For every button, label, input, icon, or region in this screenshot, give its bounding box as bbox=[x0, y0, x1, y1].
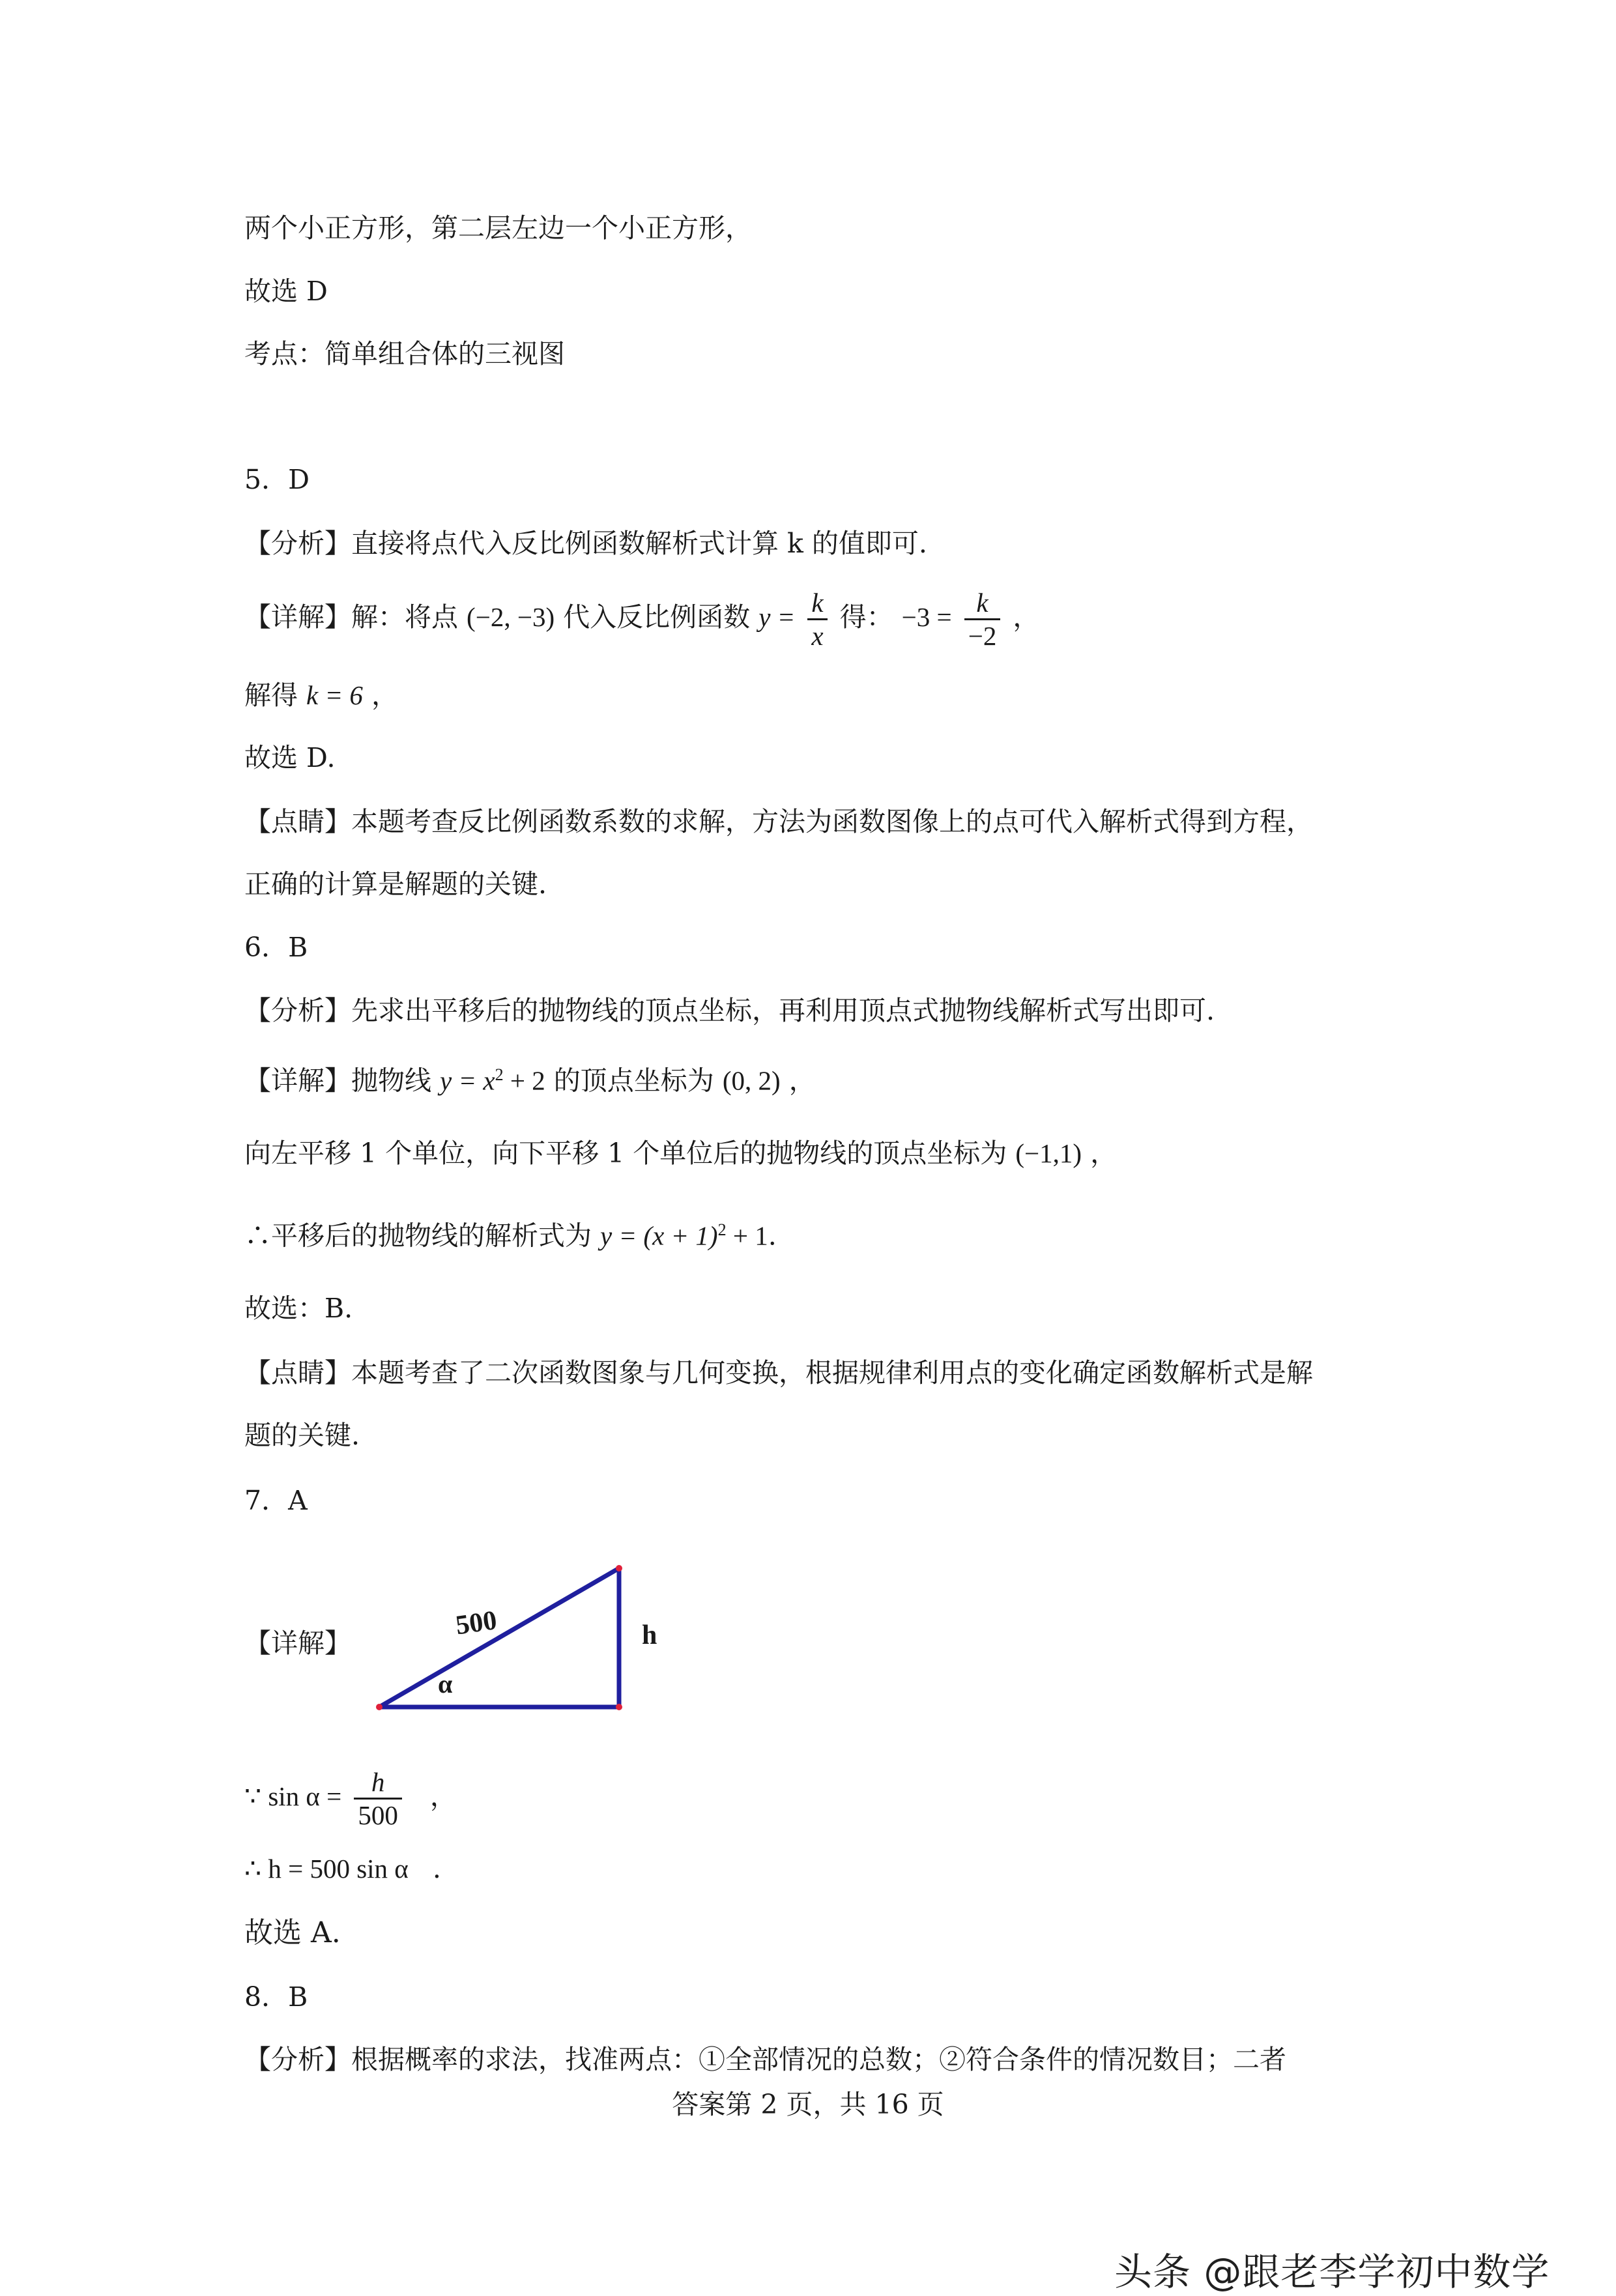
therefore-line bbox=[244, 1849, 441, 1888]
exponent: 2 bbox=[495, 1065, 504, 1084]
comment-line: 正确的计算是解题的关键. bbox=[244, 868, 547, 900]
equation-text: k = 6 bbox=[306, 680, 363, 710]
equation-text: ∴ h = 500 sin α bbox=[244, 1854, 409, 1884]
equation-text: y = x bbox=[440, 1065, 495, 1096]
detail-text: 【详解】解：将点 bbox=[244, 601, 458, 633]
comment-line: 【点睛】本题考查了二次函数图象与几何变换，根据规律利用点的变化确定函数解析式是解 bbox=[244, 1357, 1313, 1388]
exponent: 2 bbox=[717, 1220, 727, 1239]
comment-line: 题的关键. bbox=[244, 1420, 360, 1451]
fraction bbox=[354, 1766, 402, 1831]
detail-line bbox=[244, 1055, 816, 1100]
height-label: h bbox=[642, 1620, 657, 1650]
detail-text: . bbox=[768, 1220, 777, 1252]
equation-text: + 1 bbox=[726, 1220, 768, 1251]
equation-text: y = bbox=[758, 602, 796, 632]
solve-line bbox=[244, 676, 398, 715]
text-line: 故选 A. bbox=[244, 1916, 341, 1949]
fraction-numerator: h bbox=[354, 1766, 402, 1800]
fraction-denominator: x bbox=[811, 621, 824, 651]
analysis-line: 【分析】直接将点代入反比例函数解析式计算 k 的值即可. bbox=[244, 528, 927, 559]
comment-line: 【点睛】本题考查反比例函数系数的求解，方法为函数图像上的点可代入解析式得到方程， bbox=[244, 806, 1313, 837]
detail-text: 得： bbox=[839, 601, 893, 633]
question-heading: 6．B bbox=[244, 932, 308, 963]
point-expression: (0, 2) bbox=[722, 1065, 781, 1096]
detail-label: 【详解】 bbox=[244, 1628, 351, 1659]
detail-text: ， bbox=[788, 1065, 816, 1097]
detail-text: 向左平移 1 个单位，向下平移 1 个单位后的抛物线的顶点坐标为 bbox=[244, 1138, 1007, 1169]
question-heading: 8．B bbox=[244, 1981, 308, 2013]
detail-text: ， bbox=[1090, 1138, 1118, 1169]
text-line: 考点：简单组合体的三视图 bbox=[244, 338, 565, 369]
point-expression: (−2, −3) bbox=[467, 602, 555, 632]
because-line bbox=[244, 1760, 457, 1832]
equation-text: ∵ sin α = bbox=[244, 1781, 342, 1811]
detail-line bbox=[244, 1211, 777, 1256]
watermark: 头条 @跟老李学初中数学 bbox=[1114, 2250, 1550, 2294]
text-line: 两个小正方形，第二层左边一个小正方形， bbox=[244, 212, 752, 244]
equation-text: −3 = bbox=[901, 602, 952, 632]
triangle-vertex bbox=[616, 1704, 622, 1710]
fraction bbox=[807, 587, 827, 652]
fraction-denominator: 500 bbox=[358, 1800, 398, 1830]
detail-text: ∴平移后的抛物线的解析式为 bbox=[244, 1220, 592, 1252]
page-footer: 答案第 2 页，共 16 页 bbox=[672, 2089, 944, 2120]
text-line: 故选：B. bbox=[244, 1293, 353, 1324]
detail-text: . bbox=[432, 1853, 441, 1884]
detail-line bbox=[244, 584, 1039, 652]
question-heading: 7．A bbox=[244, 1485, 308, 1516]
equation-text: y = (x + 1) bbox=[600, 1220, 718, 1251]
question-heading: 5．D bbox=[244, 464, 310, 495]
triangle-vertex bbox=[616, 1565, 622, 1571]
right-triangle-figure bbox=[365, 1554, 678, 1723]
fraction-denominator: −2 bbox=[968, 621, 997, 651]
fraction-numerator: k bbox=[807, 587, 827, 620]
angle-label: α bbox=[438, 1669, 453, 1699]
analysis-line: 【分析】根据概率的求法，找准两点：①全部情况的总数；②符合条件的情况数目；二者 bbox=[244, 2044, 1286, 2075]
text-line: 故选 D bbox=[244, 276, 328, 307]
point-expression: (−1,1) bbox=[1015, 1138, 1082, 1168]
detail-line bbox=[244, 1134, 1117, 1173]
analysis-line: 【分析】先求出平移后的抛物线的顶点坐标，再利用顶点式抛物线解析式写出即可. bbox=[244, 995, 1215, 1026]
detail-text: 【详解】抛物线 bbox=[244, 1065, 431, 1097]
detail-text: 代入反比例函数 bbox=[563, 601, 751, 633]
triangle-outline bbox=[379, 1568, 619, 1707]
equation-text: + 2 bbox=[503, 1065, 545, 1096]
detail-text: 的顶点坐标为 bbox=[553, 1065, 714, 1097]
detail-text: ， bbox=[371, 680, 398, 711]
detail-text: ， bbox=[1013, 601, 1040, 633]
text-line: 故选 D. bbox=[244, 742, 336, 773]
triangle-vertex bbox=[376, 1704, 382, 1710]
detail-text: 解得 bbox=[244, 680, 298, 711]
detail-text: ， bbox=[429, 1781, 457, 1812]
fraction bbox=[964, 587, 1001, 652]
fraction-numerator: k bbox=[964, 587, 1001, 620]
hypotenuse-label: 500 bbox=[454, 1605, 499, 1641]
